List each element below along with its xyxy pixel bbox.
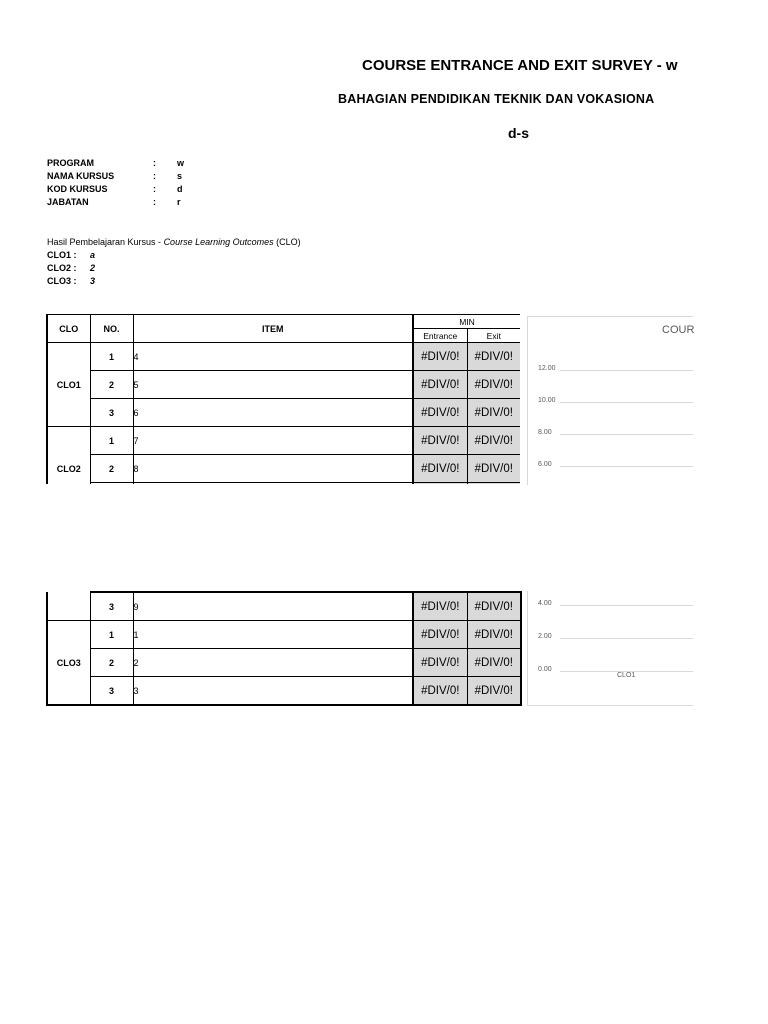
exit-cell: #DIV/0! (467, 677, 521, 706)
y-tick-label: 0.00 (538, 666, 552, 673)
info-key: KOD KURSUS (47, 184, 108, 194)
exit-cell: #DIV/0! (467, 592, 521, 621)
item-cell[interactable]: 2 (133, 649, 413, 677)
info-sep: : (153, 197, 156, 207)
gridline (560, 434, 693, 435)
table-row (47, 677, 521, 706)
header-clo: CLO (47, 315, 90, 343)
clo-value: 2 (90, 263, 96, 273)
clo-key: CLO2 : (47, 263, 77, 273)
item-cell[interactable]: 3 (133, 677, 413, 706)
entrance-cell: #DIV/0! (413, 343, 467, 371)
entrance-cell: #DIV/0! (413, 649, 467, 677)
no-cell: 2 (90, 455, 133, 483)
header-min: MIN (413, 315, 520, 329)
y-tick-label: 6.00 (538, 461, 552, 468)
course-code-heading: d-s (508, 125, 529, 141)
gridline (560, 605, 693, 606)
item-cell[interactable]: 4 (133, 343, 413, 371)
item-cell[interactable]: 1 (133, 621, 413, 649)
info-key: JABATAN (47, 197, 89, 207)
chart-panel-bottom (527, 591, 693, 706)
no-cell: 3 (90, 592, 133, 621)
entrance-cell: #DIV/0! (413, 621, 467, 649)
no-cell: 2 (90, 371, 133, 399)
no-cell: 2 (90, 649, 133, 677)
table-row (47, 621, 521, 649)
page-subtitle: BAHAGIAN PENDIDIKAN TEKNIK DAN VOKASIONA (338, 92, 655, 106)
table-row (47, 399, 520, 427)
clo-value: a (90, 250, 96, 260)
table-row (47, 455, 520, 483)
entrance-cell: #DIV/0! (413, 427, 467, 455)
info-value: s (177, 171, 183, 181)
y-tick-label: 12.00 (538, 365, 556, 372)
y-tick-label: 4.00 (538, 600, 552, 607)
exit-cell: #DIV/0! (467, 427, 520, 455)
header-exit: Exit (467, 329, 520, 343)
clo-value: 3 (90, 276, 96, 286)
info-sep: : (153, 184, 156, 194)
entrance-cell: #DIV/0! (413, 399, 467, 427)
entrance-cell: #DIV/0! (413, 592, 467, 621)
chart-panel-top (527, 316, 693, 485)
clo-key: CLO3 : (47, 276, 77, 286)
clo-cell: CLO2 (47, 427, 90, 485)
exit-cell: #DIV/0! (467, 343, 520, 371)
entrance-cell: #DIV/0! (413, 371, 467, 399)
info-value: w (177, 158, 185, 168)
y-tick-label: 10.00 (538, 397, 556, 404)
info-sep: : (153, 158, 156, 168)
info-sep: : (153, 171, 156, 181)
exit-cell: #DIV/0! (467, 621, 521, 649)
table-row (47, 427, 520, 455)
item-cell[interactable]: 9 (133, 592, 413, 621)
clo-cell: CLO1 (47, 343, 90, 427)
no-cell: 1 (90, 621, 133, 649)
clo-intro-italic: Course Learning Outcomes (163, 237, 274, 247)
clo-key: CLO1 : (47, 250, 77, 260)
exit-cell: #DIV/0! (467, 371, 520, 399)
item-cell[interactable]: 5 (133, 371, 413, 399)
table-top-clip (46, 314, 520, 484)
table-row (47, 343, 520, 371)
table-row (47, 649, 521, 677)
header-item: ITEM (133, 315, 413, 343)
no-cell (90, 483, 133, 485)
no-cell: 3 (90, 677, 133, 706)
survey-table-bottom (46, 591, 522, 706)
y-tick-label: 8.00 (538, 429, 552, 436)
x-tick-label: CLO1 (617, 672, 636, 679)
gridline (560, 638, 693, 639)
table-row (47, 371, 520, 399)
y-tick-label: 2.00 (538, 633, 552, 640)
header-entrance: Entrance (413, 329, 467, 343)
exit-cell: #DIV/0! (467, 399, 520, 427)
gridline (560, 466, 693, 467)
info-key: NAMA KURSUS (47, 171, 115, 181)
item-cell[interactable]: 8 (133, 455, 413, 483)
clo-intro-prefix: Hasil Pembelajaran Kursus - (47, 237, 164, 247)
no-cell: 1 (90, 343, 133, 371)
exit-cell: #DIV/0! (467, 649, 521, 677)
entrance-cell: #DIV/0! (413, 677, 467, 706)
exit-cell: #DIV/0! (467, 455, 520, 483)
item-cell[interactable]: 6 (133, 399, 413, 427)
table-row (47, 592, 521, 621)
info-value: d (177, 184, 183, 194)
survey-table-top (46, 314, 520, 484)
gridline (560, 370, 693, 371)
page-title: COURSE ENTRANCE AND EXIT SURVEY - w (362, 57, 678, 74)
entrance-cell (413, 483, 467, 485)
exit-cell (467, 483, 520, 485)
item-cell[interactable]: 7 (133, 427, 413, 455)
info-value: r (177, 197, 181, 207)
entrance-cell: #DIV/0! (413, 455, 467, 483)
header-no: NO. (90, 315, 133, 343)
info-key: PROGRAM (47, 158, 94, 168)
no-cell: 3 (90, 399, 133, 427)
clo-cell: CLO3 (47, 621, 90, 706)
item-cell (133, 483, 413, 485)
clo-cell (47, 592, 90, 621)
clo-intro-suffix: (CLO) (273, 237, 301, 247)
no-cell: 1 (90, 427, 133, 455)
gridline (560, 402, 693, 403)
chart-title: COUR (662, 324, 695, 336)
clo-intro (47, 237, 301, 247)
